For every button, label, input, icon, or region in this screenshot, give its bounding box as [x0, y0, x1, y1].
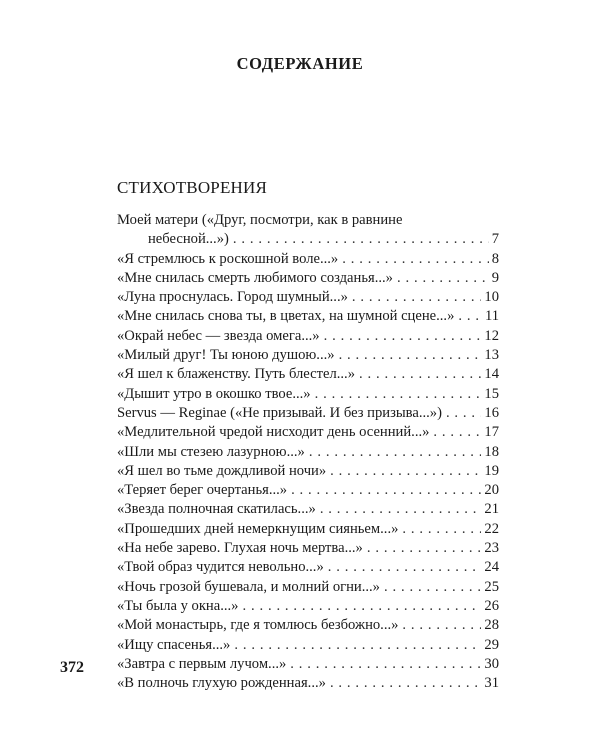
dot-leader: [402, 520, 481, 539]
toc-entry: [117, 481, 499, 500]
toc-entry-page: 15: [484, 385, 499, 402]
dot-leader: [328, 558, 482, 577]
toc-entry: [117, 250, 499, 269]
toc-entry-page: 25: [484, 578, 499, 595]
dot-leader: [339, 346, 482, 365]
dot-leader: [458, 307, 482, 326]
dot-leader: [320, 500, 482, 519]
toc-entry-page: 29: [484, 636, 499, 653]
dot-leader: [309, 443, 482, 462]
toc-entry-title: «Медлительной чредой нисходит день осенний...»: [117, 424, 430, 441]
toc-entry: [117, 636, 499, 655]
toc-entry: [117, 423, 499, 442]
toc-entry: [117, 597, 499, 616]
toc-entry-page: 21: [484, 501, 499, 518]
dot-leader: [330, 462, 481, 481]
toc-entry-title: «В полночь глухую рожденная...»: [117, 675, 326, 692]
toc-entry: [117, 539, 499, 558]
toc-entry-page: 10: [484, 289, 499, 306]
toc-entry-title: «Прошедших дней немеркнущим сияньем...»: [117, 520, 399, 537]
toc-entry-page: 11: [484, 308, 499, 325]
toc-entry: [117, 385, 499, 404]
dot-leader: [330, 674, 481, 693]
toc-entry-page: 12: [484, 327, 499, 344]
toc-entry: [117, 365, 499, 384]
toc-entry: [117, 327, 499, 346]
toc-entry-page: 19: [484, 462, 499, 479]
toc-entry-title: «Ночь грозой бушевала, и молний огни...»: [117, 578, 380, 595]
toc-entry-title: «Шли мы стезею лазурною...»: [117, 443, 305, 460]
toc-entry-title: Servus — Reginae («Не призывай. И без призыва...»): [117, 404, 442, 421]
toc-entry-title: «Ты была у окна...»: [117, 597, 239, 614]
toc-entry: [117, 558, 499, 577]
toc-entry-title: «Луна проснулась. Город шумный...»: [117, 289, 348, 306]
dot-leader: [384, 578, 481, 597]
toc-entry-page: 22: [484, 520, 499, 537]
toc-entry-page: 9: [491, 269, 499, 286]
toc-entry-page: 8: [491, 250, 499, 267]
toc-entry-page: 23: [484, 540, 499, 557]
toc-entry-page: 7: [491, 231, 499, 248]
toc-entry: [117, 616, 499, 635]
toc-entry-title: «Мне снилась снова ты, в цветах, на шумной сцене...»: [117, 308, 455, 325]
toc-entry: [117, 578, 499, 597]
dot-leader: [291, 481, 481, 500]
toc-entry-title: «Твой образ чудится невольно...»: [117, 559, 324, 576]
dot-leader: [315, 385, 482, 404]
toc-entry-title: «Теряет берег очертанья...»: [117, 482, 288, 499]
toc-entry-title-line1: Моей матери («Друг, посмотри, как в равнине: [117, 212, 403, 228]
dot-leader: [234, 636, 481, 655]
toc-entry-page: 31: [484, 675, 499, 692]
toc-entry-title: «Я шел во тьме дождливой ночи»: [117, 462, 327, 479]
toc-entry-page: 13: [484, 347, 499, 364]
toc-entry-page: 30: [484, 655, 499, 672]
toc-entry-page: 14: [484, 366, 499, 383]
toc-entry-page: 17: [484, 424, 499, 441]
dot-leader: [433, 423, 481, 442]
toc-entry-title: «Завтра с первым лучом...»: [117, 655, 287, 672]
dot-leader: [324, 327, 482, 346]
toc-entry: [117, 443, 499, 462]
toc-entry-title: «На небе зарево. Глухая ночь мертва...»: [117, 540, 363, 557]
toc-entry: [117, 404, 499, 423]
toc-entry: [117, 307, 499, 326]
dot-leader: [359, 365, 481, 384]
toc-entry-title: «Ищу спасенья...»: [117, 636, 231, 653]
section-heading: СТИХОТВОРЕНИЯ: [117, 178, 268, 197]
toc-entry-title: «Мне снилась смерть любимого созданья...»: [117, 269, 393, 286]
page-title: СОДЕРЖАНИЕ: [236, 54, 364, 73]
toc-entry: [117, 500, 499, 519]
dot-leader: [402, 616, 481, 635]
toc-entry-page: 24: [484, 559, 499, 576]
toc-entry-title: «Я стремлюсь к роскошной воле...»: [117, 250, 339, 267]
toc-entry-page: 18: [484, 443, 499, 460]
toc-entry-title: «Звезда полночная скатилась...»: [117, 501, 316, 518]
toc-entry-page: 28: [484, 617, 499, 634]
toc-entry-title-line2: небесной...»): [148, 231, 229, 248]
toc-entry: [117, 520, 499, 539]
toc-entry-title: «Мой монастырь, где я томлюсь безбожно...»: [117, 617, 399, 634]
page-number: 372: [60, 659, 84, 676]
dot-leader: [397, 269, 489, 288]
dot-leader: [367, 539, 482, 558]
table-of-contents: [117, 211, 499, 693]
toc-entry-title: «Окрай небес — звезда омега...»: [117, 327, 320, 344]
toc-entry: [117, 269, 499, 288]
dot-leader: [233, 230, 489, 249]
toc-entry-title: «Милый друг! Ты юною душою...»: [117, 347, 335, 364]
dot-leader: [446, 404, 481, 423]
toc-entry: [117, 655, 499, 674]
dot-leader: [290, 655, 481, 674]
toc-entry: [117, 288, 499, 307]
toc-entry-page: 26: [484, 597, 499, 614]
toc-entry: [117, 674, 499, 693]
toc-entry-title: «Дышит утро в окошко твое...»: [117, 385, 311, 402]
toc-entry-page: 16: [484, 404, 499, 421]
dot-leader: [342, 250, 488, 269]
toc-entry: [117, 462, 499, 481]
toc-entry: [117, 211, 499, 250]
toc-entry-title: «Я шел к блаженству. Путь блестел...»: [117, 366, 356, 383]
toc-entry: [117, 346, 499, 365]
dot-leader: [352, 288, 482, 307]
dot-leader: [242, 597, 481, 616]
toc-entry-page: 20: [484, 482, 499, 499]
